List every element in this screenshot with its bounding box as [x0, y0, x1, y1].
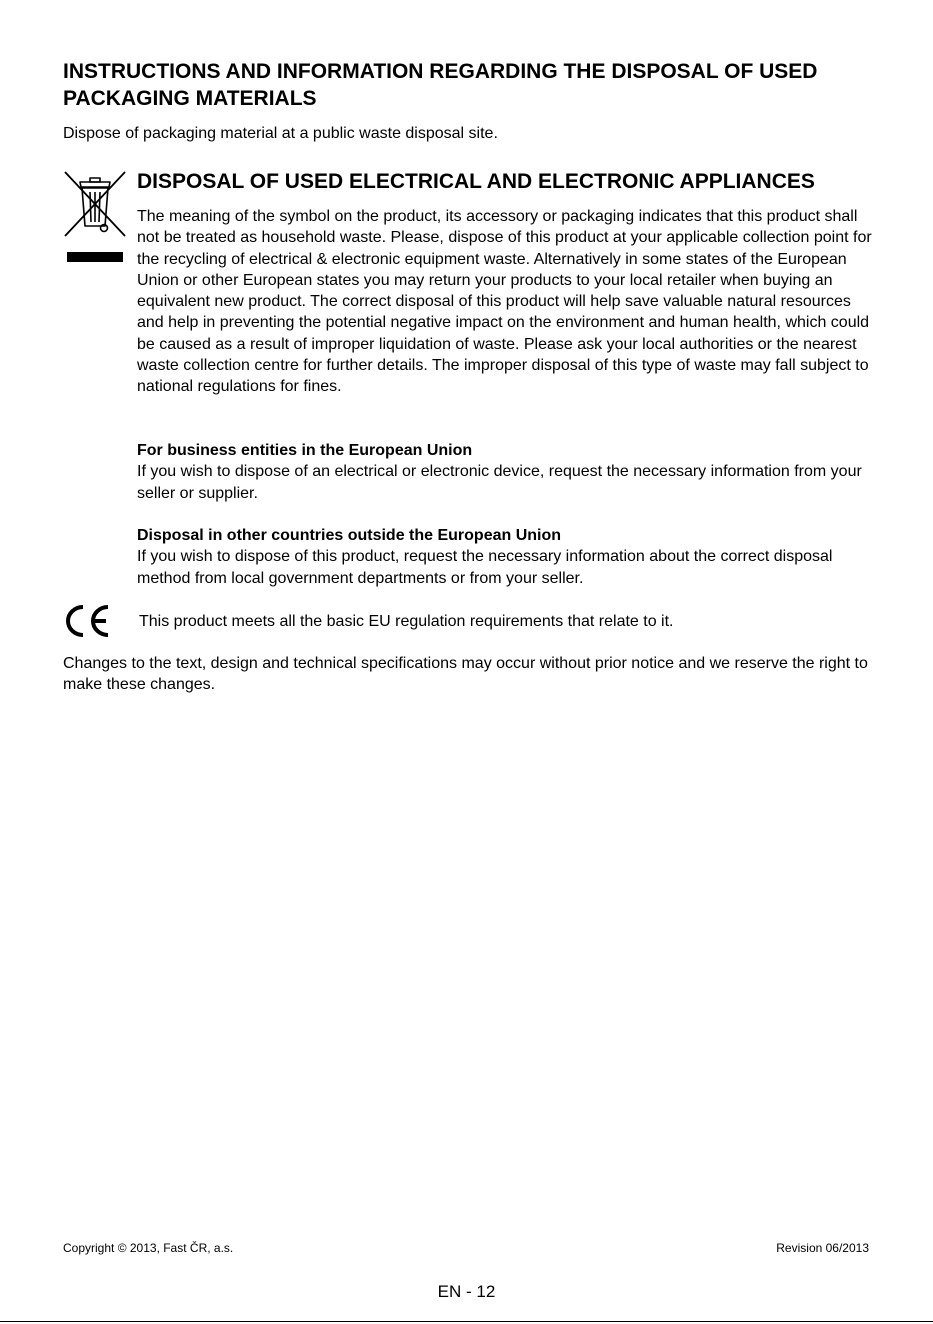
section-heading-weee: DISPOSAL OF USED ELECTRICAL AND ELECTRONIC APPLIANCES	[137, 170, 815, 193]
outside-eu-text: If you wish to dispose of this product, request the necessary information about the correct disposal method from local government departments or from your seller.	[137, 548, 833, 587]
revision-text: Revision 06/2013	[776, 1241, 869, 1255]
business-eu-title: For business entities in the European Union	[137, 442, 473, 459]
bottom-rule	[0, 1321, 933, 1322]
intro-text: Dispose of packaging material at a public waste disposal site.	[63, 125, 498, 142]
outside-eu-title: Disposal in other countries outside the European Union	[137, 527, 562, 544]
outside-eu-section	[137, 525, 873, 589]
business-eu-section	[137, 440, 873, 504]
page-title: INSTRUCTIONS AND INFORMATION REGARDING THE DISPOSAL OF USED PACKAGING MATERIALS	[63, 60, 818, 110]
ce-mark-icon	[63, 603, 115, 639]
weee-body-text: The meaning of the symbol on the product, its accessory or packaging indicates that this product shall not be treated as household waste. Please, dispose of this product at your applicable collection point for the recycling of electrical & electronic equipment waste. Alternatively in some states of the European Union or other European states you may return your products to your local retailer when buying an equivalent new product. The correct disposal of this product will help save valuable natural resources and help in preventing the potential negative impact on the environment and human health, which could be caused as a result of improper liquidation of waste. Please ask your local authorities or the nearest waste collection centre for further details. The improper disposal of this type of waste may fall subject to national regulations for fines.	[137, 208, 872, 396]
crossed-out-wheelie-bin-icon	[63, 170, 127, 266]
business-eu-text: If you wish to dispose of an electrical or electronic device, request the necessary information from your seller or supplier.	[137, 463, 862, 502]
ce-text: This product meets all the basic EU regulation requirements that relate to it.	[139, 613, 674, 630]
page-number: EN - 12	[437, 1282, 496, 1301]
changes-note: Changes to the text, design and technical specifications may occur without prior notice and we reserve the right to make these changes.	[63, 655, 868, 694]
copyright-text: Copyright © 2013, Fast ČR, a.s.	[63, 1241, 234, 1255]
